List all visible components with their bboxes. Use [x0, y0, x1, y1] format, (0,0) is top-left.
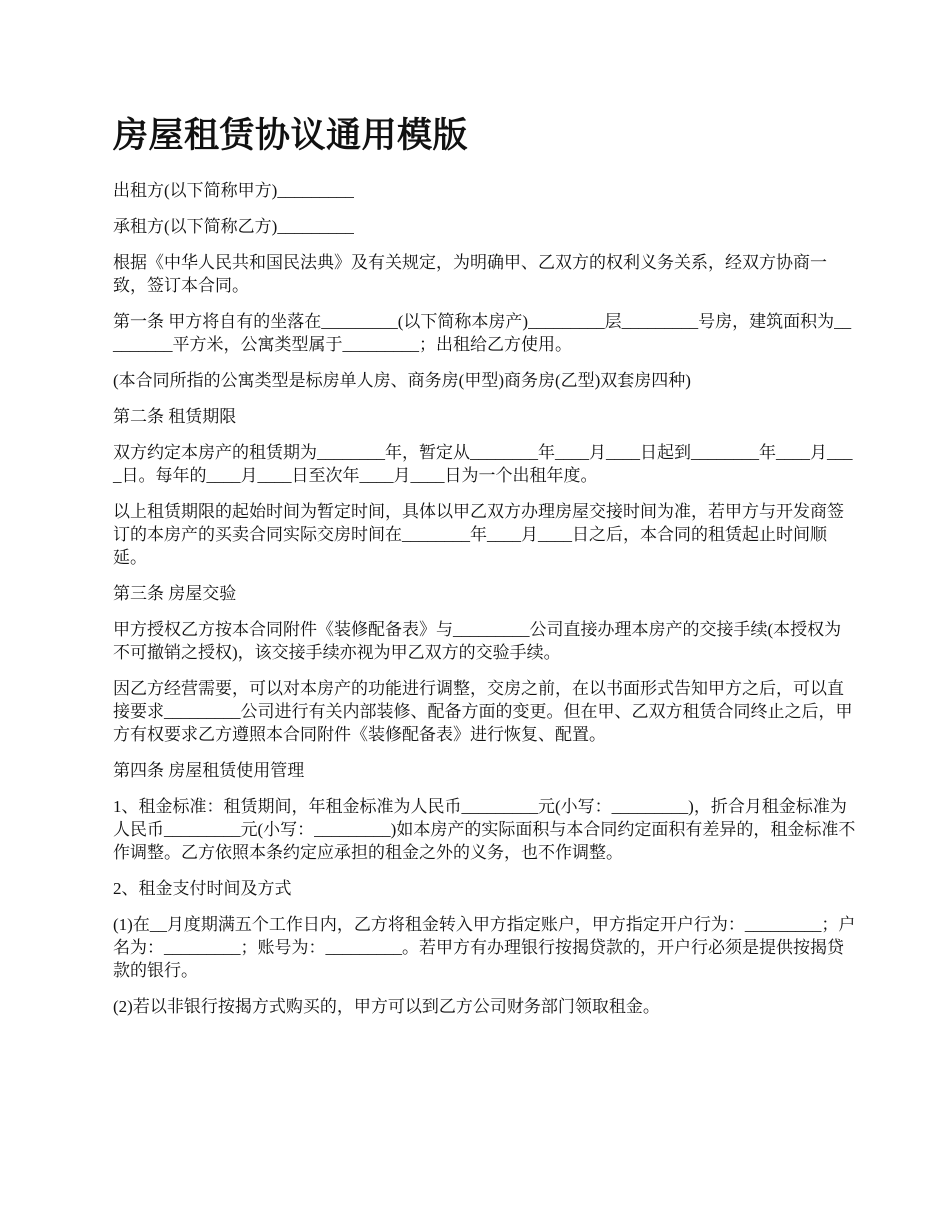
- article-1-paragraph: 第一条 甲方将自有的坐落在_________(以下简称本房产)_________层_________号房，建筑面积为_________平方米，公寓类型属于_________；出租给乙方使用。: [113, 312, 852, 354]
- lessor-line: 出租方(以下简称甲方)_________: [113, 181, 354, 200]
- article-4-heading: 第四条 房屋租赁使用管理: [113, 761, 305, 780]
- apartment-type-note: (本合同所指的公寓类型是标房单人房、商务房(甲型)商务房(乙型)双套房四种): [113, 371, 691, 390]
- lessee-line: 承租方(以下简称乙方)_________: [113, 217, 354, 236]
- rent-payment-clause-2: (2)若以非银行按揭方式购买的，甲方可以到乙方公司财务部门领取租金。: [113, 997, 660, 1016]
- handover-authorization-paragraph: 甲方授权乙方按本合同附件《装修配备表》与_________公司直接办理本房产的交接手续(本授权为不可撤销之授权)，该交接手续亦视为甲乙双方的交验手续。: [113, 620, 842, 662]
- renovation-change-paragraph: 因乙方经营需要，可以对本房产的功能进行调整，交房之前，在以书面形式告知甲方之后，可以直接要求_________公司进行有关内部装修、配备方面的变更。但在甲、乙双方租赁合同终止之后，甲方有权要求乙方遵照本合同附件《装修配备表》进行恢复、配置。: [113, 679, 853, 744]
- lease-term-paragraph: 双方约定本房产的租赁期为________年，暂定从________年____月____日起到________年____月____日。每年的____月____日至次年____月____日为一个出租年度。: [113, 443, 853, 485]
- rent-payment-clause-1: (1)在__月度期满五个工作日内，乙方将租金转入甲方指定账户，甲方指定开户行为：_________；户名为：_________；账号为：_________。若甲方有办理银行按揭贷款的，开户行必须是提供按揭贷款的银行。: [113, 915, 856, 980]
- preamble-paragraph: 根据《中华人民共和国民法典》及有关规定，为明确甲、乙双方的权利义务关系，经双方协商一致，签订本合同。: [113, 253, 827, 295]
- article-3-heading: 第三条 房屋交验: [113, 584, 237, 603]
- article-2-heading: 第二条 租赁期限: [113, 407, 237, 426]
- document-page: [113, 108, 858, 1031]
- rent-payment-heading: 2、租金支付时间及方式: [113, 879, 292, 898]
- document-body: [113, 179, 858, 1018]
- document-title: 房屋租赁协议通用模版: [113, 116, 469, 156]
- lease-term-adjustment-paragraph: 以上租赁期限的起始时间为暂定时间，具体以甲乙双方办理房屋交接时间为准，若甲方与开发商签订的本房产的买卖合同实际交房时间在________年____月____日之后，本合同的租赁起止时间顺延。: [113, 502, 844, 567]
- rent-standard-paragraph: 1、租金标准：租赁期间，年租金标准为人民币_________元(小写：_________)，折合月租金标准为人民币_________元(小写：_________)如本房产的实际面积与本合同约定面积有差异的，租金标准不作调整。乙方依照本条约定应承担的租金之外的义务，也不作调整。: [113, 797, 856, 862]
